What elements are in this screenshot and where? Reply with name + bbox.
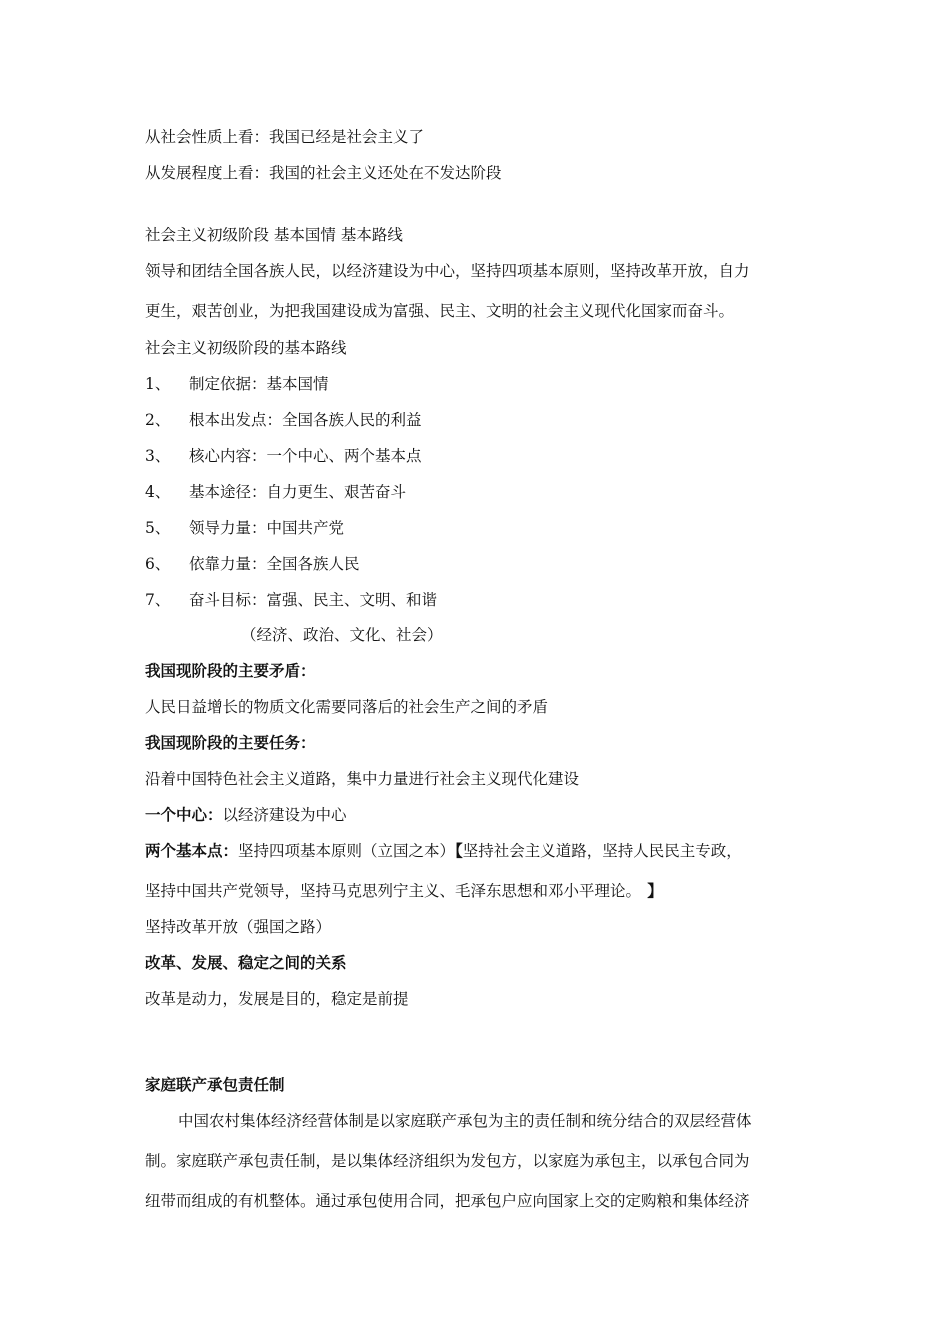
list-item: 核心内容：一个中心、两个基本点 bbox=[189, 447, 422, 465]
paragraph-line: 制。家庭联产承包责任制，是以集体经济组织为发包方，以家庭为承包主，以承包合同为 bbox=[145, 1152, 750, 1170]
list-item: 制定依据：基本国情 bbox=[189, 375, 329, 393]
list-item: 奋斗目标：富强、民主、文明、和谐 bbox=[189, 591, 438, 609]
list-number: 1、 bbox=[145, 375, 171, 393]
section-heading: 改革、发展、稳定之间的关系 bbox=[145, 953, 347, 972]
text-line: 坚持改革开放（强国之路） bbox=[145, 918, 332, 936]
list-number: 5、 bbox=[145, 519, 171, 537]
list-item: 依靠力量：全国各族人民 bbox=[189, 555, 360, 573]
list-number: 7、 bbox=[145, 591, 171, 609]
text-line: 改革是动力，发展是目的，稳定是前提 bbox=[145, 990, 409, 1008]
section-heading: 家庭联产承包责任制 bbox=[145, 1075, 285, 1094]
list-number: 6、 bbox=[145, 555, 171, 573]
text-line bbox=[145, 881, 663, 901]
list-number: 4、 bbox=[145, 483, 171, 501]
inline-text: 坚持中国共产党领导，坚持马克思列宁主义、毛泽东思想和邓小平理论。 bbox=[145, 882, 634, 900]
text-line: 领导和团结全国各族人民，以经济建设为中心，坚持四项基本原则，坚持改革开放，自力 bbox=[145, 262, 750, 280]
section-heading: 我国现阶段的主要矛盾： bbox=[145, 661, 316, 680]
inline-label: 两个基本点： bbox=[145, 841, 239, 860]
bracket-open: 【 bbox=[455, 841, 463, 860]
list-number: 2、 bbox=[145, 411, 171, 429]
inline-text: 坚持社会主义道路，坚持人民民主专政， bbox=[462, 842, 742, 860]
bracket-close: 】 bbox=[647, 881, 663, 900]
text-line: 更生，艰苦创业，为把我国建设成为富强、民主、文明的社会主义现代化国家而奋斗。 bbox=[145, 302, 735, 320]
list-item: 基本途径：自力更生、艰苦奋斗 bbox=[189, 483, 407, 501]
list-number: 3、 bbox=[145, 447, 171, 465]
text-line: 沿着中国特色社会主义道路，集中力量进行社会主义现代化建设 bbox=[145, 770, 580, 788]
text-line: 社会主义初级阶段的基本路线 bbox=[145, 339, 347, 357]
text-line: 人民日益增长的物质文化需要同落后的社会生产之间的矛盾 bbox=[145, 698, 549, 716]
paragraph-line: 中国农村集体经济经营体制是以家庭联产承包为主的责任制和统分结合的双层经营体 bbox=[178, 1112, 752, 1130]
section-heading: 我国现阶段的主要任务： bbox=[145, 733, 316, 752]
text-line bbox=[145, 841, 742, 861]
inline-label: 一个中心： bbox=[145, 805, 223, 824]
list-item: 根本出发点：全国各族人民的利益 bbox=[189, 411, 422, 429]
text-line: 社会主义初级阶段 基本国情 基本路线 bbox=[145, 226, 403, 244]
list-sub-note: （经济、政治、文化、社会） bbox=[241, 626, 443, 644]
list-item: 领导力量：中国共产党 bbox=[189, 519, 345, 537]
paragraph-line: 纽带而组成的有机整体。通过承包使用合同，把承包户应向国家上交的定购粮和集体经济 bbox=[145, 1192, 750, 1210]
inline-text: 以经济建设为中心 bbox=[222, 806, 347, 824]
text-line bbox=[145, 805, 347, 825]
text-line: 从发展程度上看：我国的社会主义还处在不发达阶段 bbox=[145, 164, 502, 182]
inline-text: 坚持四项基本原则（立国之本） bbox=[238, 842, 456, 860]
text-line: 从社会性质上看：我国已经是社会主义了 bbox=[145, 128, 425, 146]
